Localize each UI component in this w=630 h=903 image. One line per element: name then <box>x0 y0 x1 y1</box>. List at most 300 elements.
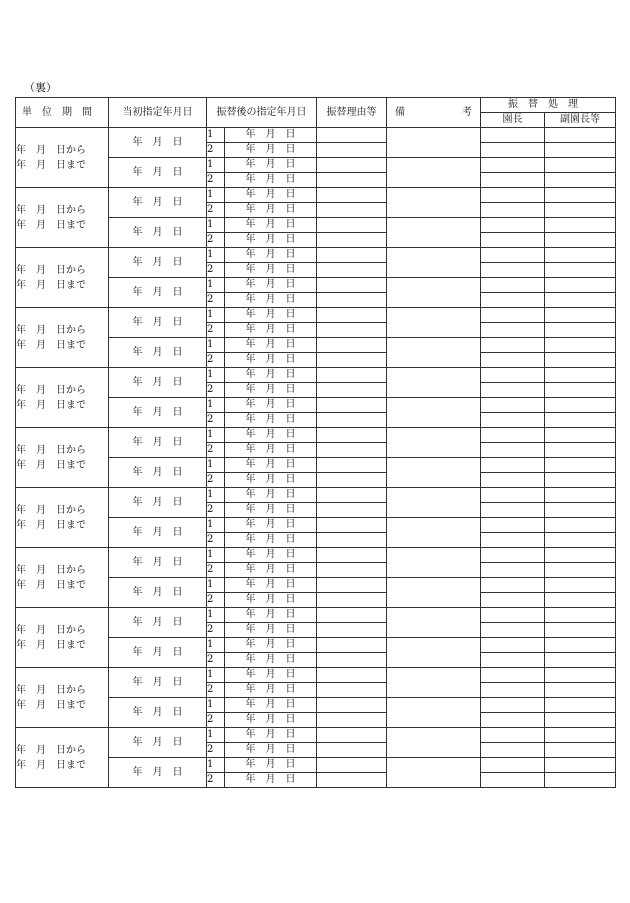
vice-principal-stamp-cell[interactable] <box>545 233 616 248</box>
after-date-cell[interactable]: 年 月 日 <box>225 278 317 293</box>
option-number: 2 <box>207 563 225 578</box>
table-row <box>16 668 616 683</box>
initial-date-cell[interactable]: 年 月 日 <box>109 308 207 338</box>
reason-cell[interactable] <box>317 308 387 323</box>
remarks-cell[interactable] <box>387 278 481 308</box>
vice-principal-stamp-cell[interactable] <box>545 608 616 623</box>
reason-cell[interactable] <box>317 143 387 158</box>
after-date-cell[interactable]: 年 月 日 <box>225 698 317 713</box>
header-principal: 園長 <box>481 113 545 128</box>
reason-cell[interactable] <box>317 728 387 743</box>
principal-stamp-cell[interactable] <box>481 668 545 683</box>
option-number: 2 <box>207 593 225 608</box>
principal-stamp-cell[interactable] <box>481 368 545 383</box>
initial-date-cell[interactable]: 年 月 日 <box>109 188 207 218</box>
after-date-cell[interactable]: 年 月 日 <box>225 338 317 353</box>
vice-principal-stamp-cell[interactable] <box>545 638 616 653</box>
reason-cell[interactable] <box>317 428 387 443</box>
principal-stamp-cell[interactable] <box>481 548 545 563</box>
vice-principal-stamp-cell[interactable] <box>545 428 616 443</box>
unit-period-cell[interactable] <box>16 128 109 188</box>
vice-principal-stamp-cell[interactable] <box>545 143 616 158</box>
after-date-cell[interactable]: 年 月 日 <box>225 653 317 668</box>
header-processing: 振替処理 <box>481 98 616 113</box>
after-date-cell[interactable]: 年 月 日 <box>225 488 317 503</box>
option-number: 2 <box>207 713 225 728</box>
vice-principal-stamp-cell[interactable] <box>545 188 616 203</box>
reason-cell[interactable] <box>317 653 387 668</box>
after-date-cell[interactable]: 年 月 日 <box>225 218 317 233</box>
period-to: 年 月 日まで <box>16 459 86 471</box>
initial-date-cell[interactable]: 年 月 日 <box>109 128 207 158</box>
reason-cell[interactable] <box>317 593 387 608</box>
principal-stamp-cell[interactable] <box>481 773 545 788</box>
after-date-cell[interactable]: 年 月 日 <box>225 188 317 203</box>
vice-principal-stamp-cell[interactable] <box>545 398 616 413</box>
vice-principal-stamp-cell[interactable] <box>545 473 616 488</box>
after-date-cell[interactable]: 年 月 日 <box>225 263 317 278</box>
reason-cell[interactable] <box>317 608 387 623</box>
after-date-cell[interactable]: 年 月 日 <box>225 713 317 728</box>
initial-date-cell[interactable]: 年 月 日 <box>109 668 207 698</box>
option-number: 2 <box>207 383 225 398</box>
unit-period-cell[interactable] <box>16 308 109 368</box>
option-number: 2 <box>207 773 225 788</box>
principal-stamp-cell[interactable] <box>481 218 545 233</box>
period-to: 年 月 日まで <box>16 339 86 351</box>
vice-principal-stamp-cell[interactable] <box>545 533 616 548</box>
after-date-cell[interactable]: 年 月 日 <box>225 473 317 488</box>
table-row <box>16 428 616 443</box>
reason-cell[interactable] <box>317 773 387 788</box>
option-number: 1 <box>207 218 225 233</box>
table-row <box>16 368 616 383</box>
reason-cell[interactable] <box>317 218 387 233</box>
vice-principal-stamp-cell[interactable] <box>545 443 616 458</box>
remarks-cell[interactable] <box>387 548 481 578</box>
after-date-cell[interactable]: 年 月 日 <box>225 518 317 533</box>
reason-cell[interactable] <box>317 263 387 278</box>
principal-stamp-cell[interactable] <box>481 398 545 413</box>
table-row <box>16 548 616 563</box>
vice-principal-stamp-cell[interactable] <box>545 203 616 218</box>
after-date-cell[interactable]: 年 月 日 <box>225 173 317 188</box>
initial-date-cell[interactable]: 年 月 日 <box>109 458 207 488</box>
after-date-cell[interactable]: 年 月 日 <box>225 623 317 638</box>
option-number: 2 <box>207 503 225 518</box>
vice-principal-stamp-cell[interactable] <box>545 413 616 428</box>
option-number: 2 <box>207 623 225 638</box>
initial-date-cell[interactable]: 年 月 日 <box>109 608 207 638</box>
principal-stamp-cell[interactable] <box>481 248 545 263</box>
vice-principal-stamp-cell[interactable] <box>545 698 616 713</box>
reason-cell[interactable] <box>317 188 387 203</box>
after-date-cell[interactable]: 年 月 日 <box>225 203 317 218</box>
remarks-cell[interactable] <box>387 728 481 758</box>
reason-cell[interactable] <box>317 173 387 188</box>
reason-cell[interactable] <box>317 713 387 728</box>
after-date-cell[interactable]: 年 月 日 <box>225 248 317 263</box>
initial-date-cell[interactable]: 年 月 日 <box>109 338 207 368</box>
principal-stamp-cell[interactable] <box>481 233 545 248</box>
after-date-cell[interactable]: 年 月 日 <box>225 668 317 683</box>
vice-principal-stamp-cell[interactable] <box>545 278 616 293</box>
header-unit-period: 単位期間 <box>16 98 109 128</box>
vice-principal-stamp-cell[interactable] <box>545 713 616 728</box>
vice-principal-stamp-cell[interactable] <box>545 743 616 758</box>
reason-cell[interactable] <box>317 668 387 683</box>
after-date-cell[interactable]: 年 月 日 <box>225 458 317 473</box>
option-number: 1 <box>207 488 225 503</box>
after-date-cell[interactable]: 年 月 日 <box>225 443 317 458</box>
initial-date-cell[interactable]: 年 月 日 <box>109 728 207 758</box>
table-row <box>16 608 616 623</box>
period-to: 年 月 日まで <box>16 519 86 531</box>
period-from: 年 月 日から <box>16 324 86 336</box>
vice-principal-stamp-cell[interactable] <box>545 578 616 593</box>
header-remarks-left: 備 <box>395 106 405 118</box>
unit-period-cell[interactable] <box>16 248 109 308</box>
after-date-cell[interactable]: 年 月 日 <box>225 563 317 578</box>
reason-cell[interactable] <box>317 383 387 398</box>
after-date-cell[interactable]: 年 月 日 <box>225 638 317 653</box>
principal-stamp-cell[interactable] <box>481 473 545 488</box>
after-date-cell[interactable]: 年 月 日 <box>225 548 317 563</box>
reason-cell[interactable] <box>317 203 387 218</box>
vice-principal-stamp-cell[interactable] <box>545 308 616 323</box>
initial-date-cell[interactable]: 年 月 日 <box>109 398 207 428</box>
reason-cell[interactable] <box>317 518 387 533</box>
principal-stamp-cell[interactable] <box>481 128 545 143</box>
option-number: 1 <box>207 368 225 383</box>
reason-cell[interactable] <box>317 233 387 248</box>
remarks-cell[interactable] <box>387 128 481 158</box>
reason-cell[interactable] <box>317 698 387 713</box>
option-number: 1 <box>207 248 225 263</box>
initial-date-cell[interactable]: 年 月 日 <box>109 158 207 188</box>
table-row <box>16 248 616 263</box>
vice-principal-stamp-cell[interactable] <box>545 263 616 278</box>
table-row <box>16 128 616 143</box>
vice-principal-stamp-cell[interactable] <box>545 728 616 743</box>
after-date-cell[interactable]: 年 月 日 <box>225 608 317 623</box>
reason-cell[interactable] <box>317 413 387 428</box>
initial-date-cell[interactable]: 年 月 日 <box>109 548 207 578</box>
period-to: 年 月 日まで <box>16 279 86 291</box>
option-number: 1 <box>207 548 225 563</box>
unit-period-cell[interactable] <box>16 728 109 788</box>
table-row <box>16 188 616 203</box>
remarks-cell[interactable] <box>387 668 481 698</box>
header-remarks <box>387 98 481 128</box>
vice-principal-stamp-cell[interactable] <box>545 623 616 638</box>
vice-principal-stamp-cell[interactable] <box>545 218 616 233</box>
option-number: 2 <box>207 203 225 218</box>
principal-stamp-cell[interactable] <box>481 143 545 158</box>
reason-cell[interactable] <box>317 488 387 503</box>
vice-principal-stamp-cell[interactable] <box>545 503 616 518</box>
principal-stamp-cell[interactable] <box>481 623 545 638</box>
principal-stamp-cell[interactable] <box>481 578 545 593</box>
principal-stamp-cell[interactable] <box>481 263 545 278</box>
after-date-cell[interactable]: 年 月 日 <box>225 728 317 743</box>
remarks-cell[interactable] <box>387 308 481 338</box>
option-number: 2 <box>207 173 225 188</box>
period-from: 年 月 日から <box>16 204 86 216</box>
after-date-cell[interactable]: 年 月 日 <box>225 773 317 788</box>
remarks-cell[interactable] <box>387 698 481 728</box>
period-from: 年 月 日から <box>16 504 86 516</box>
option-number: 1 <box>207 518 225 533</box>
remarks-cell[interactable] <box>387 518 481 548</box>
option-number: 2 <box>207 353 225 368</box>
initial-date-cell[interactable]: 年 月 日 <box>109 488 207 518</box>
after-date-cell[interactable]: 年 月 日 <box>225 323 317 338</box>
unit-period-cell[interactable] <box>16 188 109 248</box>
after-date-cell[interactable]: 年 月 日 <box>225 233 317 248</box>
option-number: 1 <box>207 668 225 683</box>
table-body <box>16 128 616 788</box>
principal-stamp-cell[interactable] <box>481 743 545 758</box>
remarks-cell[interactable] <box>387 248 481 278</box>
header-vice-principal: 副園長等 <box>545 113 616 128</box>
vice-principal-stamp-cell[interactable] <box>545 518 616 533</box>
principal-stamp-cell[interactable] <box>481 338 545 353</box>
option-number: 2 <box>207 413 225 428</box>
remarks-cell[interactable] <box>387 608 481 638</box>
vice-principal-stamp-cell[interactable] <box>545 653 616 668</box>
principal-stamp-cell[interactable] <box>481 308 545 323</box>
option-number: 2 <box>207 443 225 458</box>
vice-principal-stamp-cell[interactable] <box>545 593 616 608</box>
vice-principal-stamp-cell[interactable] <box>545 338 616 353</box>
principal-stamp-cell[interactable] <box>481 383 545 398</box>
period-to: 年 月 日まで <box>16 639 86 651</box>
principal-stamp-cell[interactable] <box>481 353 545 368</box>
table-row <box>16 728 616 743</box>
initial-date-cell[interactable]: 年 月 日 <box>109 698 207 728</box>
principal-stamp-cell[interactable] <box>481 488 545 503</box>
principal-stamp-cell[interactable] <box>481 278 545 293</box>
vice-principal-stamp-cell[interactable] <box>545 458 616 473</box>
after-date-cell[interactable]: 年 月 日 <box>225 413 317 428</box>
principal-stamp-cell[interactable] <box>481 428 545 443</box>
initial-date-cell[interactable]: 年 月 日 <box>109 278 207 308</box>
option-number: 1 <box>207 608 225 623</box>
principal-stamp-cell[interactable] <box>481 518 545 533</box>
principal-stamp-cell[interactable] <box>481 293 545 308</box>
initial-date-cell[interactable]: 年 月 日 <box>109 248 207 278</box>
after-date-cell[interactable]: 年 月 日 <box>225 578 317 593</box>
after-date-cell[interactable]: 年 月 日 <box>225 758 317 773</box>
unit-period-cell[interactable] <box>16 488 109 548</box>
reason-cell[interactable] <box>317 638 387 653</box>
reason-cell[interactable] <box>317 323 387 338</box>
after-date-cell[interactable]: 年 月 日 <box>225 158 317 173</box>
principal-stamp-cell[interactable] <box>481 173 545 188</box>
remarks-cell[interactable] <box>387 338 481 368</box>
vice-principal-stamp-cell[interactable] <box>545 368 616 383</box>
table-row <box>16 308 616 323</box>
option-number: 2 <box>207 263 225 278</box>
initial-date-cell[interactable]: 年 月 日 <box>109 368 207 398</box>
after-date-cell[interactable]: 年 月 日 <box>225 743 317 758</box>
header-remarks-right: 考 <box>462 106 472 118</box>
option-number: 1 <box>207 578 225 593</box>
reason-cell[interactable] <box>317 743 387 758</box>
option-number: 2 <box>207 473 225 488</box>
principal-stamp-cell[interactable] <box>481 203 545 218</box>
option-number: 1 <box>207 338 225 353</box>
remarks-cell[interactable] <box>387 488 481 518</box>
period-from: 年 月 日から <box>16 144 86 156</box>
initial-date-cell[interactable]: 年 月 日 <box>109 578 207 608</box>
reason-cell[interactable] <box>317 398 387 413</box>
reason-cell[interactable] <box>317 443 387 458</box>
vice-principal-stamp-cell[interactable] <box>545 323 616 338</box>
reason-cell[interactable] <box>317 368 387 383</box>
vice-principal-stamp-cell[interactable] <box>545 668 616 683</box>
principal-stamp-cell[interactable] <box>481 608 545 623</box>
after-date-cell[interactable]: 年 月 日 <box>225 368 317 383</box>
remarks-cell[interactable] <box>387 158 481 188</box>
principal-stamp-cell[interactable] <box>481 728 545 743</box>
remarks-cell[interactable] <box>387 758 481 788</box>
vice-principal-stamp-cell[interactable] <box>545 488 616 503</box>
after-date-cell[interactable]: 年 月 日 <box>225 428 317 443</box>
reason-cell[interactable] <box>317 563 387 578</box>
initial-date-cell[interactable]: 年 月 日 <box>109 518 207 548</box>
vice-principal-stamp-cell[interactable] <box>545 128 616 143</box>
unit-period-cell[interactable] <box>16 368 109 428</box>
back-side-label: （裏） <box>24 81 57 94</box>
remarks-cell[interactable] <box>387 398 481 428</box>
remarks-cell[interactable] <box>387 638 481 668</box>
vice-principal-stamp-cell[interactable] <box>545 683 616 698</box>
principal-stamp-cell[interactable] <box>481 638 545 653</box>
reason-cell[interactable] <box>317 623 387 638</box>
reason-cell[interactable] <box>317 503 387 518</box>
reason-cell[interactable] <box>317 548 387 563</box>
remarks-cell[interactable] <box>387 218 481 248</box>
reason-cell[interactable] <box>317 758 387 773</box>
principal-stamp-cell[interactable] <box>481 758 545 773</box>
unit-period-cell[interactable] <box>16 668 109 728</box>
period-to: 年 月 日まで <box>16 399 86 411</box>
principal-stamp-cell[interactable] <box>481 563 545 578</box>
option-number: 1 <box>207 428 225 443</box>
reason-cell[interactable] <box>317 458 387 473</box>
unit-period-cell[interactable] <box>16 428 109 488</box>
remarks-cell[interactable] <box>387 188 481 218</box>
remarks-cell[interactable] <box>387 368 481 398</box>
reason-cell[interactable] <box>317 128 387 143</box>
principal-stamp-cell[interactable] <box>481 443 545 458</box>
principal-stamp-cell[interactable] <box>481 593 545 608</box>
reason-cell[interactable] <box>317 293 387 308</box>
after-date-cell[interactable]: 年 月 日 <box>225 383 317 398</box>
after-date-cell[interactable]: 年 月 日 <box>225 353 317 368</box>
principal-stamp-cell[interactable] <box>481 188 545 203</box>
vice-principal-stamp-cell[interactable] <box>545 158 616 173</box>
period-to: 年 月 日まで <box>16 159 86 171</box>
vice-principal-stamp-cell[interactable] <box>545 173 616 188</box>
after-date-cell[interactable]: 年 月 日 <box>225 533 317 548</box>
period-from: 年 月 日から <box>16 624 86 636</box>
reason-cell[interactable] <box>317 338 387 353</box>
after-date-cell[interactable]: 年 月 日 <box>225 683 317 698</box>
principal-stamp-cell[interactable] <box>481 683 545 698</box>
principal-stamp-cell[interactable] <box>481 698 545 713</box>
period-to: 年 月 日まで <box>16 759 86 771</box>
vice-principal-stamp-cell[interactable] <box>545 563 616 578</box>
reason-cell[interactable] <box>317 473 387 488</box>
after-date-cell[interactable]: 年 月 日 <box>225 308 317 323</box>
after-date-cell[interactable]: 年 月 日 <box>225 143 317 158</box>
reason-cell[interactable] <box>317 158 387 173</box>
principal-stamp-cell[interactable] <box>481 158 545 173</box>
after-date-cell[interactable]: 年 月 日 <box>225 593 317 608</box>
reason-cell[interactable] <box>317 578 387 593</box>
option-number: 2 <box>207 683 225 698</box>
period-from: 年 月 日から <box>16 264 86 276</box>
option-number: 2 <box>207 293 225 308</box>
reason-cell[interactable] <box>317 533 387 548</box>
period-to: 年 月 日まで <box>16 699 86 711</box>
vice-principal-stamp-cell[interactable] <box>545 353 616 368</box>
option-number: 1 <box>207 158 225 173</box>
period-from: 年 月 日から <box>16 684 86 696</box>
vice-principal-stamp-cell[interactable] <box>545 383 616 398</box>
unit-period-cell[interactable] <box>16 548 109 608</box>
option-number: 2 <box>207 143 225 158</box>
period-from: 年 月 日から <box>16 384 86 396</box>
vice-principal-stamp-cell[interactable] <box>545 773 616 788</box>
vice-principal-stamp-cell[interactable] <box>545 548 616 563</box>
option-number: 1 <box>207 308 225 323</box>
after-date-cell[interactable]: 年 月 日 <box>225 503 317 518</box>
principal-stamp-cell[interactable] <box>481 323 545 338</box>
option-number: 1 <box>207 458 225 473</box>
after-date-cell[interactable]: 年 月 日 <box>225 398 317 413</box>
vice-principal-stamp-cell[interactable] <box>545 248 616 263</box>
reason-cell[interactable] <box>317 683 387 698</box>
vice-principal-stamp-cell[interactable] <box>545 293 616 308</box>
initial-date-cell[interactable]: 年 月 日 <box>109 638 207 668</box>
remarks-cell[interactable] <box>387 428 481 458</box>
remarks-cell[interactable] <box>387 458 481 488</box>
unit-period-cell[interactable] <box>16 608 109 668</box>
principal-stamp-cell[interactable] <box>481 713 545 728</box>
initial-date-cell[interactable]: 年 月 日 <box>109 218 207 248</box>
principal-stamp-cell[interactable] <box>481 413 545 428</box>
principal-stamp-cell[interactable] <box>481 503 545 518</box>
table-row <box>16 488 616 503</box>
initial-date-cell[interactable]: 年 月 日 <box>109 428 207 458</box>
after-date-cell[interactable]: 年 月 日 <box>225 293 317 308</box>
principal-stamp-cell[interactable] <box>481 653 545 668</box>
option-number: 1 <box>207 278 225 293</box>
reason-cell[interactable] <box>317 248 387 263</box>
principal-stamp-cell[interactable] <box>481 458 545 473</box>
after-date-cell[interactable]: 年 月 日 <box>225 128 317 143</box>
reason-cell[interactable] <box>317 353 387 368</box>
remarks-cell[interactable] <box>387 578 481 608</box>
principal-stamp-cell[interactable] <box>481 533 545 548</box>
reason-cell[interactable] <box>317 278 387 293</box>
vice-principal-stamp-cell[interactable] <box>545 758 616 773</box>
initial-date-cell[interactable]: 年 月 日 <box>109 758 207 788</box>
